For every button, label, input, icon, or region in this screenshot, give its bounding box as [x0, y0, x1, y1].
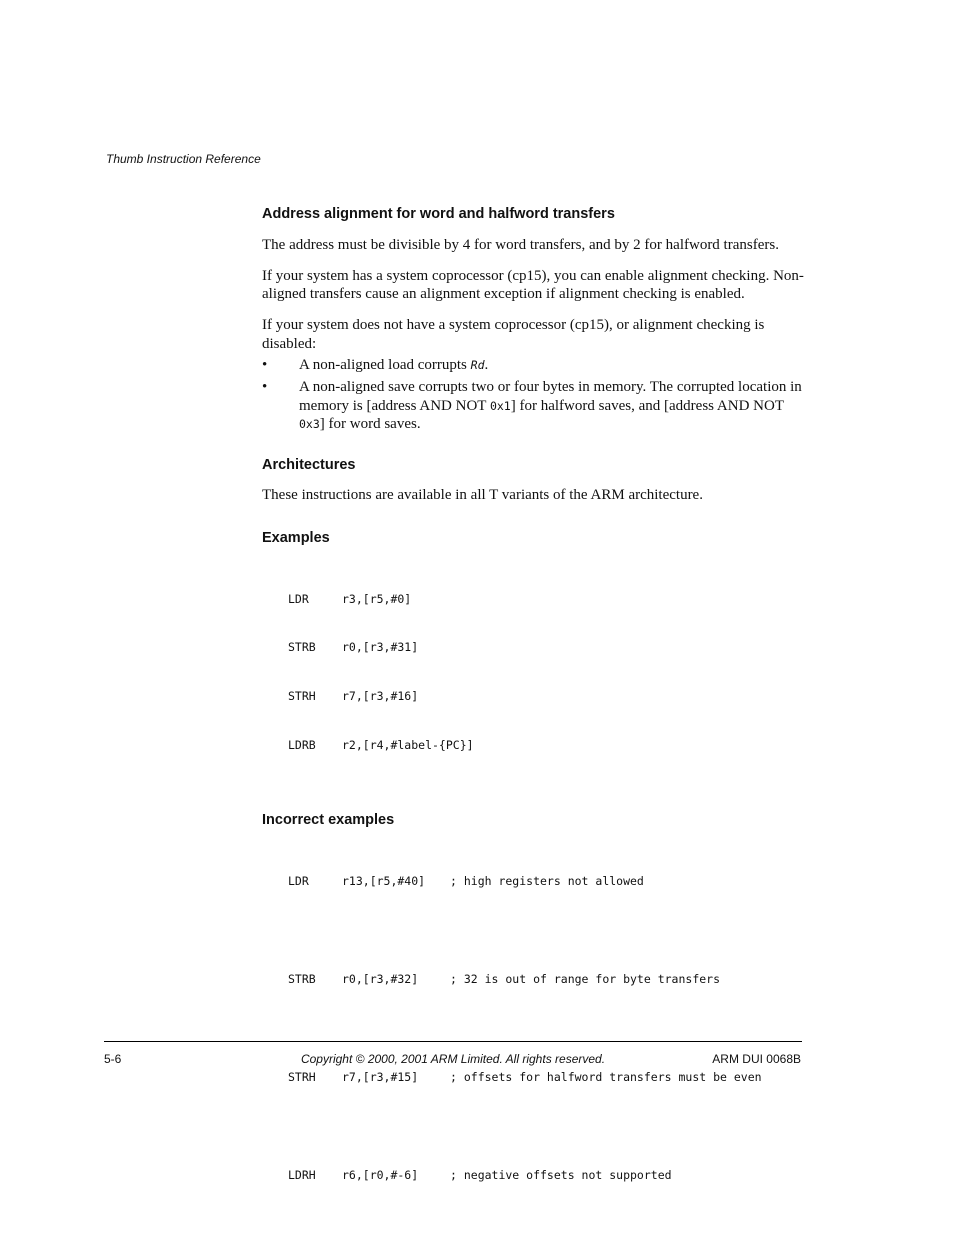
- paragraph-alignment-3: If your system does not have a system coprocessor (cp15), or alignment checking is disabled:: [262, 317, 765, 352]
- paragraph-alignment-1: The address must be divisible by 4 for word transfers, and by 2 for halfword transfers.: [262, 236, 779, 253]
- paragraph-architectures: These instructions are available in all T variants of the ARM architecture.: [262, 487, 703, 503]
- code-line: [288, 688, 807, 704]
- page-number: 5-6: [104, 1052, 122, 1066]
- code-comment: ; 32 is out of range for byte transfers: [450, 972, 721, 987]
- code-mnemonic: STRB: [288, 972, 316, 987]
- code-mnemonic: LDR: [288, 591, 309, 606]
- bullet-text: A non-aligned load corrupts: [299, 357, 471, 373]
- code-mnemonic: LDRB: [288, 738, 316, 753]
- code-operands: r6,[r0,#-6]: [342, 1167, 419, 1182]
- document-id: ARM DUI 0068B: [712, 1052, 801, 1066]
- bullet-icon: •: [262, 379, 268, 395]
- code-operands: r7,[r3,#15]: [342, 1069, 419, 1084]
- section-heading-alignment: Address alignment for word and halfword transfers: [262, 206, 615, 222]
- code-operands: r0,[r3,#31]: [342, 640, 419, 655]
- code-operands: r0,[r3,#32]: [342, 972, 419, 987]
- code-mnemonic: LDR: [288, 874, 309, 889]
- section-heading-incorrect-examples: Incorrect examples: [262, 812, 395, 829]
- code-line: [288, 1167, 807, 1183]
- code-line: [288, 737, 807, 753]
- code-mnemonic: STRH: [288, 689, 316, 704]
- bullet-text: ] for halfword saves, and [address AND NOT: [510, 397, 784, 414]
- bullet-item-save: [262, 378, 807, 434]
- code-line: [288, 1069, 807, 1085]
- code-mnemonic: STRB: [288, 640, 316, 655]
- code-spacer: [288, 1020, 807, 1036]
- register-code: Rd: [470, 358, 485, 372]
- code-block-incorrect: [288, 841, 807, 1216]
- inline-code: 0x1: [489, 398, 511, 413]
- section-heading-examples: Examples: [262, 529, 330, 546]
- code-operands: r13,[r5,#40]: [342, 874, 426, 889]
- bullet-text: A non-aligned save corrupts two or four bytes in memory. The corrupted location in memory is [address AND NOT: [299, 379, 802, 414]
- code-operands: r7,[r3,#16]: [342, 689, 419, 704]
- code-line: [288, 591, 807, 607]
- bullet-icon: •: [262, 357, 268, 373]
- section-heading-architectures: Architectures: [262, 456, 356, 473]
- bullet-text-end: .: [484, 357, 489, 373]
- code-comment: ; high registers not allowed: [450, 874, 644, 889]
- paragraph-alignment-2: If your system has a system coprocessor (cp15), you can enable alignment checking. Non-aligned transfers cause an alignment exception if alignment checking is enabled.: [262, 267, 804, 302]
- copyright-notice: Copyright © 2000, 2001 ARM Limited. All rights reserved.: [300, 1052, 606, 1066]
- code-comment: ; offsets for halfword transfers must be even: [450, 1069, 762, 1084]
- code-comment: ; negative offsets not supported: [450, 1167, 672, 1182]
- code-block-examples: [288, 558, 807, 786]
- code-line: [288, 971, 807, 987]
- code-spacer: [288, 1118, 807, 1134]
- bullet-text: ] for word saves.: [319, 416, 421, 432]
- bullet-item-load: [262, 356, 807, 375]
- code-mnemonic: STRH: [288, 1069, 316, 1084]
- code-spacer: [288, 922, 807, 938]
- code-operands: r2,[r4,#label-{PC}]: [342, 738, 474, 753]
- code-line: [288, 873, 807, 889]
- bullet-list: [262, 356, 807, 434]
- running-head: Thumb Instruction Reference: [106, 152, 261, 166]
- code-mnemonic: LDRH: [288, 1167, 316, 1182]
- code-operands: r3,[r5,#0]: [342, 591, 412, 606]
- code-line: [288, 639, 807, 655]
- footer-divider: [104, 1041, 802, 1042]
- inline-code: 0x3: [299, 417, 320, 431]
